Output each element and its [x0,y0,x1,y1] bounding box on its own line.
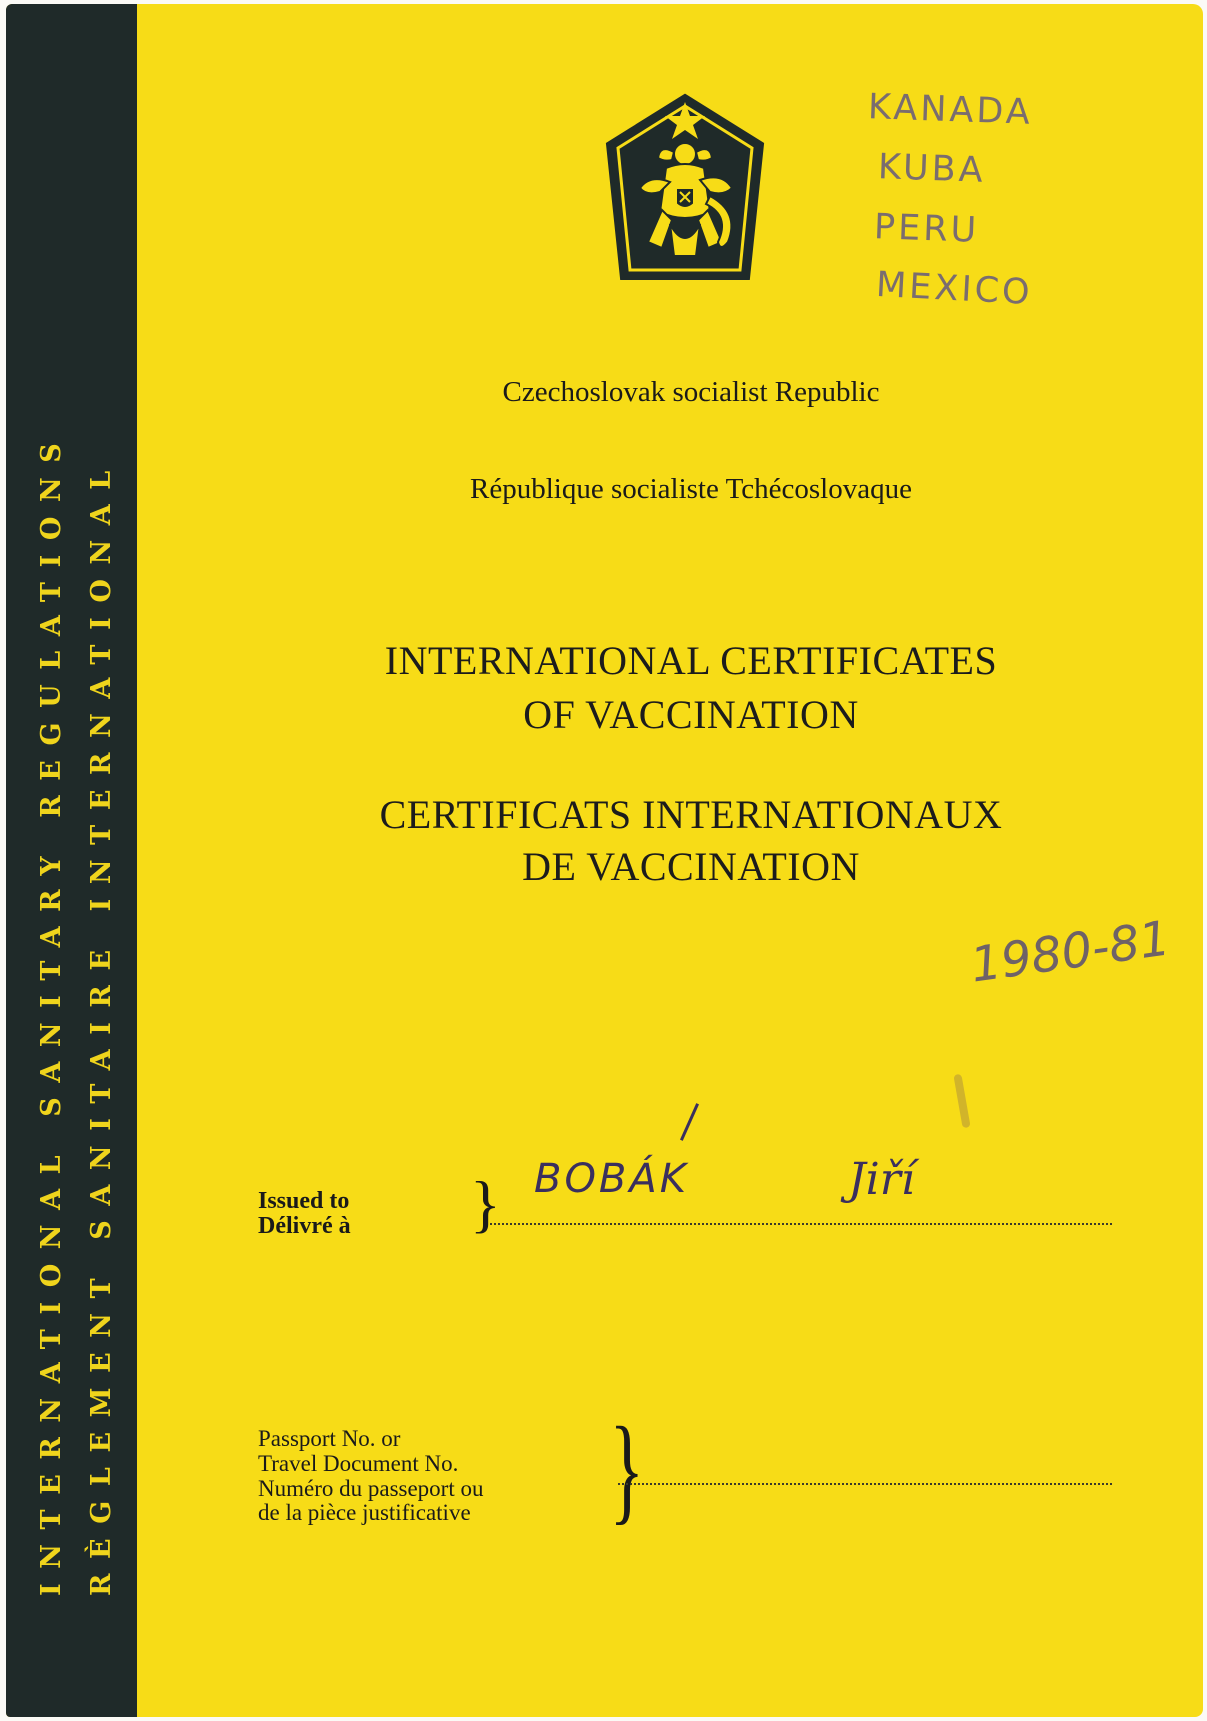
title-english-line-1: INTERNATIONAL CERTIFICATES [384,638,998,683]
issued-to-brace: } [470,1168,501,1239]
passport-brace: } [609,1402,645,1535]
passport-label-line: Travel Document No. [258,1451,459,1476]
issued-to-label-english: Issued to [258,1188,350,1214]
title-french-line-2: DE VACCINATION [522,844,860,889]
title-french-line-1: CERTIFICATS INTERNATIONAUX [379,792,1003,837]
passport-label-line: Numéro du passeport ou [258,1476,484,1501]
handwritten-accent [680,1103,699,1141]
handwritten-country: KANADA [867,87,1034,133]
coat-of-arms-icon [600,92,770,282]
issued-to-label-french: Délivré à [258,1213,351,1239]
certificate-cover [6,4,1203,1717]
handwritten-years: 1980-81 [967,910,1174,994]
handwritten-given-name: Jiří [848,1154,915,1205]
handwritten-country: PERU [873,207,980,251]
issued-to-dotted-line [490,1223,1112,1225]
title-english-line-2: OF VACCINATION [523,692,859,737]
spine-text-english: INTERNATIONAL SANITARY REGULATIONS [36,428,67,1596]
country-name-french: République socialiste Tchécoslovaque [470,473,912,505]
passport-dotted-line [618,1483,1112,1485]
passport-label-line: de la pièce justificative [258,1500,471,1525]
handwritten-country: KUBA [877,147,987,191]
passport-label-line: Passport No. or [258,1426,401,1451]
paper-scuff [953,1074,970,1129]
handwritten-surname: BOBÁK [534,1156,689,1202]
handwritten-country: MEXICO [875,264,1034,314]
country-name-english: Czechoslovak socialist Republic [502,376,880,408]
spine-text-french: RÈGLEMENT SANITAIRE INTERNATIONAL [86,456,117,1596]
